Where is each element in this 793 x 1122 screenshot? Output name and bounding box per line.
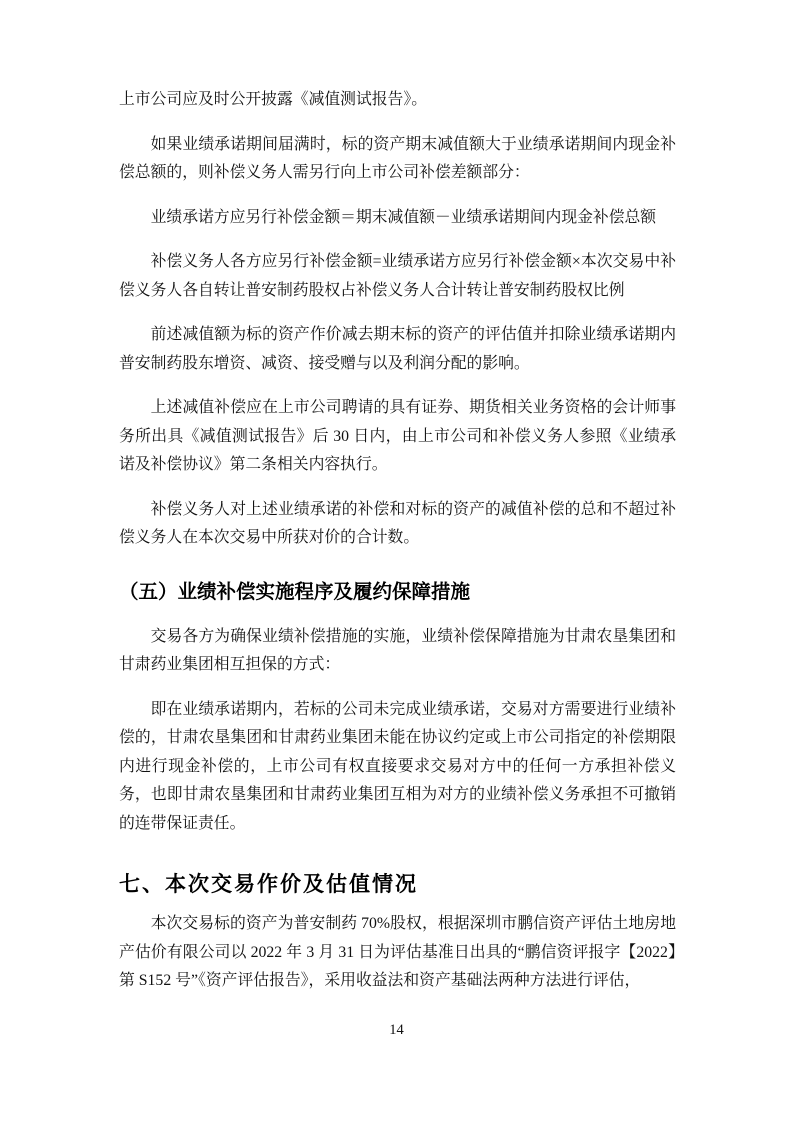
paragraph-compensation-cap: 补偿义务人对上述业绩承诺的补偿和对标的资产的减值补偿的总和不超过补偿义务人在本次交易中所获对价的合计数。 xyxy=(119,500,676,546)
paragraph-guarantee-intro: 交易各方为确保业绩补偿措施的实施，业绩补偿保障措施为甘肃农垦集团和甘肃药业集团相互担保的方式： xyxy=(119,627,676,673)
paragraph-disclosure-continuation: 上市公司应及时公开披露《减值测试报告》。 xyxy=(119,91,428,108)
heading-section-5-performance-guarantee: （五）业绩补偿实施程序及履约保障措施 xyxy=(119,580,471,603)
heading-section-7-transaction-valuation: 七、本次交易作价及估值情况 xyxy=(119,873,418,896)
paragraph-valuation: 本次交易标的资产为普安制药 70%股权，根据深圳市鹏信资产评估土地房地产估价有限公司以 2022 年 3 月 31 日为评估基准日出具的“鹏信资评报字【2022】第 S152 号”《资产评估报告》，采用收益法和资产基础法两种方法进行评估， xyxy=(119,915,676,989)
formula-obligor-share: 补偿义务人各方应另行补偿金额=业绩承诺方应另行补偿金额×本次交易中补偿义务人各自转让普安制药股权占补偿义务人合计转让普安制药股权比例 xyxy=(119,253,676,299)
paragraph-impairment-condition: 如果业绩承诺期间届满时，标的资产期末减值额大于业绩承诺期间内现金补偿总额的，则补偿义务人需另行向上市公司补偿差额部分： xyxy=(119,135,676,181)
paragraph-guarantee-detail: 即在业绩承诺期内，若标的公司未完成业绩承诺，交易对方需要进行业绩补偿的，甘肃农垦集团和甘肃药业集团未能在协议约定或上市公司指定的补偿期限内进行现金补偿的，上市公司有权直接要求交易对方中的任何一方承担补偿义务，也即甘肃农垦集团和甘肃药业集团互相为对方的业绩补偿义务承担不可撤销的连带保证责任。 xyxy=(119,700,676,832)
formula-additional-compensation: 业绩承诺方应另行补偿金额＝期末减值额－业绩承诺期间内现金补偿总额 xyxy=(150,208,657,226)
paragraph-impairment-definition: 前述减值额为标的资产作价减去期末标的资产的评估值并扣除业绩承诺期内普安制药股东增资、减资、接受赠与以及利润分配的影响。 xyxy=(119,326,676,372)
page-number: 14 xyxy=(389,1022,404,1038)
paragraph-impairment-execution: 上述减值补偿应在上市公司聘请的具有证券、期货相关业务资格的会计师事务所出具《减值测试报告》后 30 日内，由上市公司和补偿义务人参照《业绩承诺及补偿协议》第二条相关内容执行。 xyxy=(119,399,676,473)
